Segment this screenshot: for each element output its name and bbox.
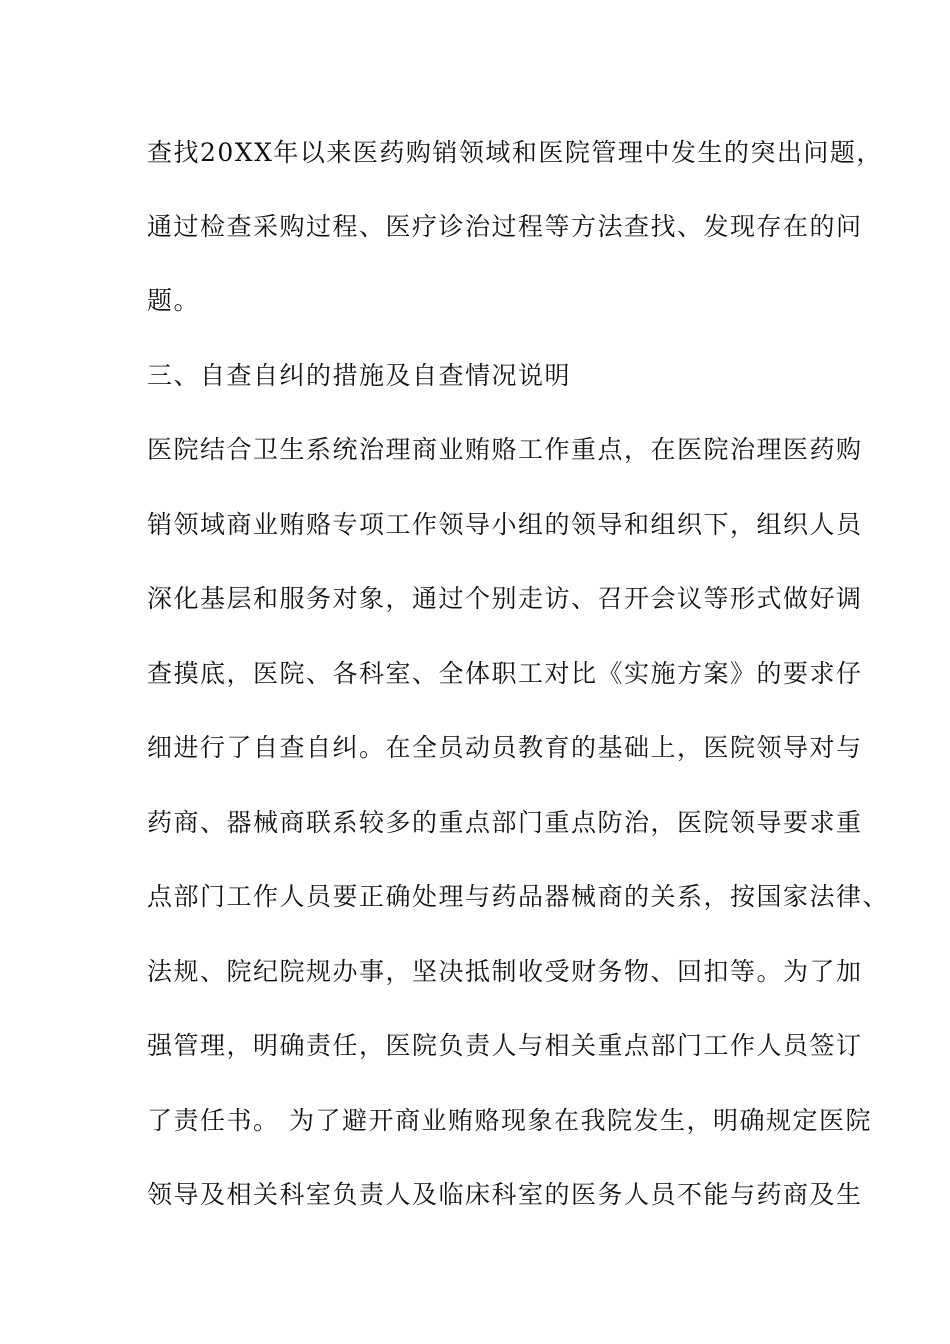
paragraph-line: 法规、院纪院规办事，坚决抵制收受财务物、回扣等。为了加 [147,957,863,986]
paragraph-line: 了责任书。 为了避开商业贿赂现象在我院发生，明确规定医院 [147,1106,872,1135]
paragraph-line: 细进行了自查自纠。在全员动员教育的基础上，医院领导对与 [147,733,863,762]
paragraph-line: 点部门工作人员要正确处理与药品器械商的关系，按国家法律、 [147,882,890,911]
paragraph-line: 销领域商业贿赂专项工作领导小组的领导和组织下，组织人员 [147,510,863,539]
paragraph-line: 医院结合卫生系统治理商业贿赂工作重点，在医院治理医药购 [147,435,863,464]
paragraph-line: 领导及相关科室负责人及临床科室的医务人员不能与药商及生 [147,1180,863,1209]
paragraph-line: 查摸底，医院、各科室、全体职工对比《实施方案》的要求仔 [147,659,863,688]
section-heading: 三、自查自纠的措施及自查情况说明 [147,361,572,390]
paragraph-line: 题。 [147,286,201,315]
paragraph-line: 通过检查采购过程、医疗诊治过程等方法查找、发现存在的问 [147,212,863,241]
paragraph-line: 深化基层和服务对象，通过个别走访、召开会议等形式做好调 [147,584,863,613]
paragraph-line: 查找20XX年以来医药购销领域和医院管理中发生的突出问题， [147,138,883,167]
paragraph-line: 强管理，明确责任，医院负责人与相关重点部门工作人员签订 [147,1031,863,1060]
paragraph-line: 药商、器械商联系较多的重点部门重点防治，医院领导要求重 [147,808,863,837]
